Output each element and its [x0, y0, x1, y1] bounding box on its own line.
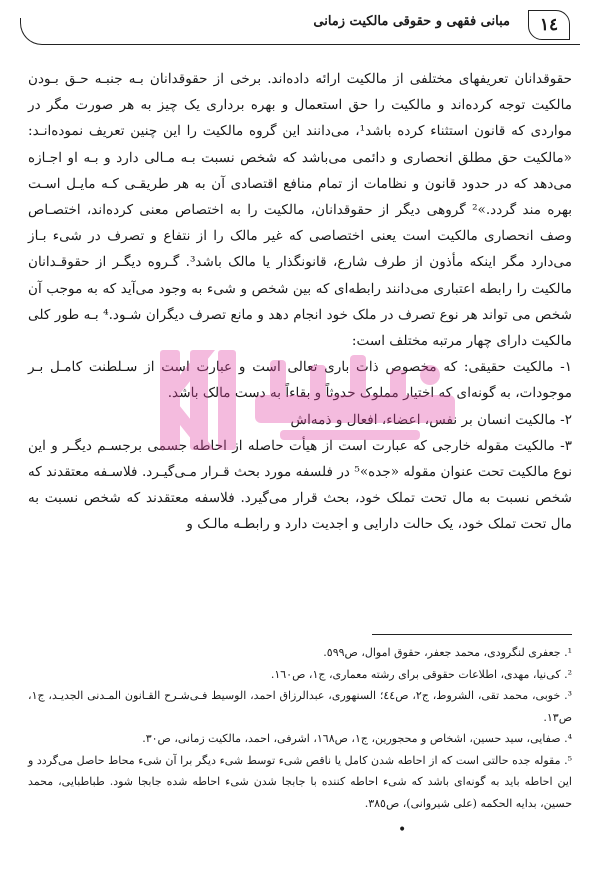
- list-item: ١- مالکیت حقیقی: که مخصوص ذات باری تعالی است و عبارت است از سـلطنت کامـل بـر موجودات، به گونه‌ای که اختیار مملوک حدوثاً و بقاءاً به دست مالک باشد.: [28, 359, 572, 402]
- footnote: ². کی‌نیا، مهدی، اطلاعات حقوقی برای رشته معماری، ج١، ص١٦٠.: [270, 667, 572, 681]
- footnote: ⁴. صفایی، سید حسین، اشخاص و محجورین، ج١، ص١٦٨، اشرفی، احمد، مالکیت زمانی، ص٣٠.: [142, 732, 572, 745]
- page-header: [20, 6, 580, 46]
- page-number: ١٤: [528, 10, 570, 40]
- list-item: ٣- مالکیت مقوله خارجی که عبارت است از هیأت حاصله از احاطه جسمی برجسـم دیگـر و این نوع مالکیت تحت عنوان مقوله «جده»⁵ در فلسفه مورد بحث قـرار مـی‌گیـرد. فلاسـفه معتقدند که شخص نسبت به مال تحت تملک خود، بحث قرار می‌گیرد. فلاسفه معتقدند که شخص نسبت به مال تحت تملک خود، یک حالت دارایی و اجدیت دارد و رابطـه مالـک و: [28, 437, 572, 533]
- list-item: ٢- مالکیت انسان بر نفس، اعضاء، افعال و ذمه‌اش: [290, 411, 572, 428]
- footnote-divider: [372, 634, 572, 635]
- footnote: ¹. جعفری لنگرودی، محمد جعفر، حقوق اموال، ص٥٩٩.: [323, 646, 572, 659]
- running-title: مبانی فقهی و حقوقی مالکیت زمانی: [313, 14, 510, 29]
- intro-paragraph: حقوقدانان تعریفهای مختلفی از مالکیت ارائه داده‌اند. برخی از حقوقدانان بـه جنبـه حـق بـودن مالکیت توجه کرده‌اند و مالکیت را حق استعمال و بهره برداری یک چیز به هر صورت مگر در مواردی که قانون استثناء کرده باشد¹، می‌دانند این گروه مالکیت را این چنین تعریف نموده‌انـد: «مالکیت حق مطلق انحصاری و دائمی می‌باشد که شخص نسبت بـه مـالی دارد و بـه او اجـازه می‌دهد که در حدود قانون و نظامات از تمام منافع اقتصادی آن به هر طریقـی کـه مایـل اسـت بهره مند گردد.»² گروهی دیگر از حقوقدانان، مالکیت را به اختصاص معنی کرده‌اند، اختصـاص وصف انحصاری مالکیت است یعنی اختصاصی که غیر مالک را از نتفاع و تصرف در شیء بـاز می‌دارد مگر اینکه مأذون از طرف شارع، قانونگذار یا مالک باشد³. گـروه دیگـر از حقوقـدانان مالکیت را رابطه اعتباری می‌دانند رابطه‌ای که بین شخص و شیء به وجود می‌آید که به موجب آن شخص می تواند هر نوع تصرف در ملک خود انجام دهد و مانع تصرف دیگران شـود.⁴ بـه طور کلی مالکیت دارای چهار مرتبه مختلف است:: [28, 71, 572, 350]
- footnote: ³. خوبی، محمد تقی، الشروط، ج٢، ص٤٤؛ السنهوری، عبدالرزاق احمد، الوسیط فـی‌شـرح القـانون المـدنی الجدیـد، ج١، ص١٣.: [28, 689, 572, 724]
- page-dot: •: [398, 822, 407, 838]
- footnote: ⁵. مقوله جده حالتی است که از احاطه شدن کامل یا ناقص شیء توسط شیء دیگر برا آن شیء محاط حاصل می‌گردد و این احاطه باید به گونه‌ای باشد که شیء احاطه کننده با جابجا شدن شیء احاطه شده جابجا شود. طباطبایی، محمد حسین، بدایه الحکمه (علی شیروانی)، ص٣٨٥.: [28, 753, 572, 810]
- body-text: [28, 66, 572, 538]
- footnotes: [28, 642, 572, 814]
